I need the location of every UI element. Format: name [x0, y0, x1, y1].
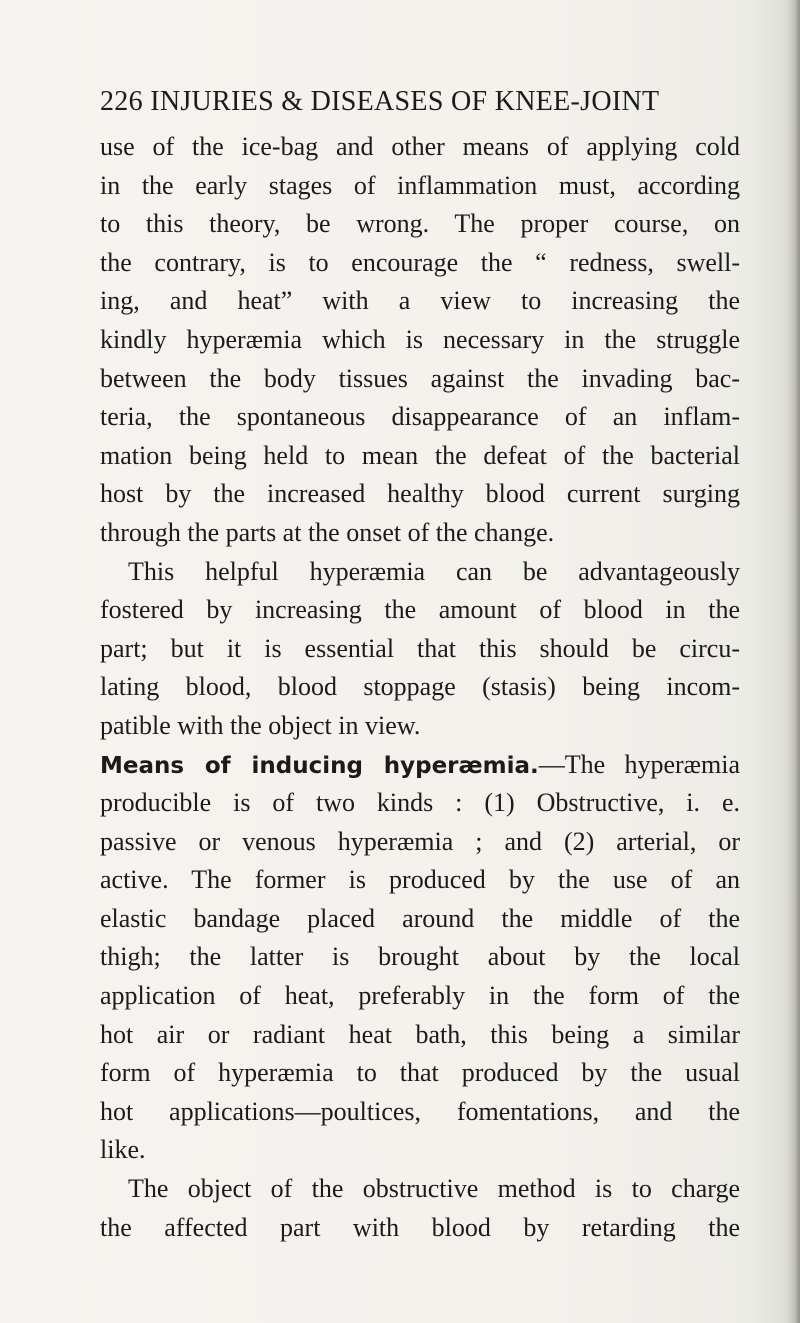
text-line: This helpful hyperæmia can be advantageously — [128, 556, 740, 586]
running-head: 226 INJURIES & DISEASES OF KNEE-JOINT — [100, 86, 660, 117]
text-line: ing, and heat” with a view to increasing the — [100, 286, 740, 316]
text-line: lating blood, blood stoppage (stasis) being incom- — [100, 672, 740, 702]
page-edge-shadow — [786, 0, 800, 1323]
text-line: patible with the object in view. — [100, 710, 421, 740]
text-line: producible is of two kinds : (1) Obstructive, i. e. — [100, 788, 740, 818]
section-heading: Means of inducing hyperæmia. — [100, 752, 539, 779]
text-line: elastic bandage placed around the middle of the — [100, 903, 740, 933]
text-line: The object of the obstructive method is to charge — [128, 1174, 740, 1204]
text-line: thigh; the latter is brought about by the local — [100, 942, 740, 972]
text-line: part; but it is essential that this should be circu- — [100, 633, 740, 663]
text-line: to this theory, be wrong. The proper course, on — [100, 209, 740, 239]
section-first-line — [100, 746, 740, 785]
text-line: fostered by increasing the amount of blood in the — [100, 595, 740, 625]
text-line: between the body tissues against the invading bac- — [100, 363, 740, 393]
text-line: the contrary, is to encourage the “ redness, swell- — [100, 247, 740, 277]
text-line: teria, the spontaneous disappearance of an inflam- — [100, 402, 740, 432]
text-line: mation being held to mean the defeat of the bacterial — [100, 440, 740, 470]
text-line: in the early stages of inflammation must, according — [100, 170, 740, 200]
text-line: use of the ice-bag and other means of applying cold — [100, 132, 740, 161]
text-line: passive or venous hyperæmia ; and (2) arterial, or — [100, 826, 740, 856]
text-line: like. — [100, 1135, 146, 1165]
text-line: hot applications—poultices, fomentations, and the — [100, 1096, 740, 1126]
text-line: kindly hyperæmia which is necessary in the struggle — [100, 324, 740, 354]
body-text — [100, 128, 740, 1247]
text-line: through the parts at the onset of the change. — [100, 517, 555, 547]
text-line: host by the increased healthy blood current surging — [100, 479, 740, 509]
text-line: application of heat, preferably in the form of the — [100, 981, 740, 1011]
text-line: form of hyperæmia to that produced by the usual — [100, 1058, 740, 1088]
text-line: the affected part with blood by retarding the — [100, 1212, 740, 1242]
section-first-line-rest: —The hyperæmia — [538, 749, 740, 779]
text-line: hot air or radiant heat bath, this being a similar — [100, 1019, 740, 1049]
text-line: active. The former is produced by the use of an — [100, 865, 740, 895]
